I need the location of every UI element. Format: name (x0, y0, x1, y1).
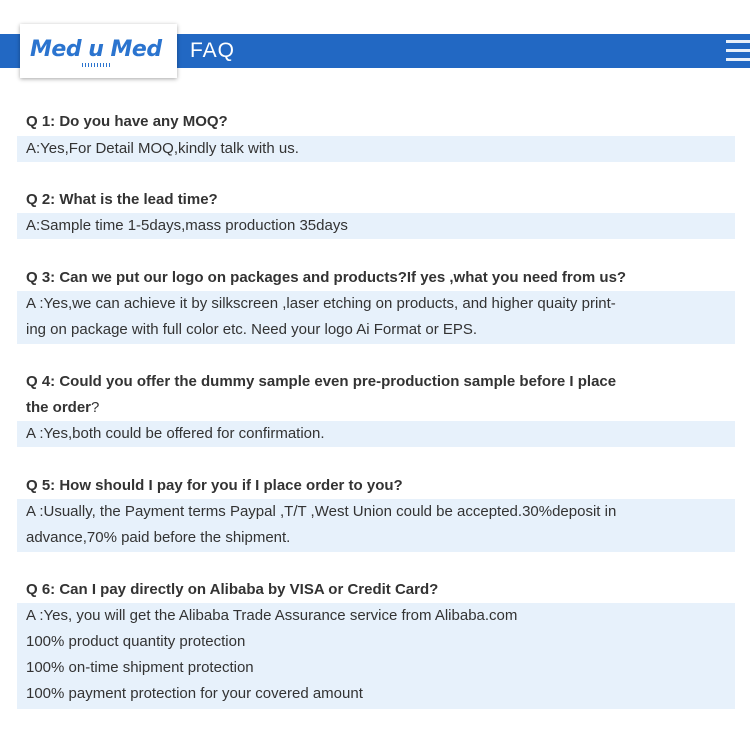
faq-answer-4 (17, 421, 735, 447)
faq-answer-line: advance,70% paid before the shipment. (26, 529, 291, 546)
faq-question-4 (26, 369, 741, 421)
logo-wordmark: Med u Med (30, 37, 162, 62)
faq-question-3: Q 3: Can we put our logo on packages and products?If yes ,what you need from us? (26, 269, 627, 286)
faq-answer-line: A :Yes,both could be offered for confirmation. (26, 425, 325, 442)
faq-answer-5 (17, 499, 735, 552)
logo-barcode-mark (82, 63, 112, 67)
faq-question-line: the order (26, 399, 92, 416)
faq-answer-line: ing on package with full color etc. Need your logo Ai Format or EPS. (26, 321, 478, 338)
faq-answer-line: 100% on-time shipment protection (26, 659, 254, 676)
faq-answer-1 (17, 136, 735, 162)
faq-answer-3 (17, 291, 735, 344)
faq-answer-line: A :Yes,we can achieve it by silkscreen ,laser etching on products, and higher quaity print- (26, 295, 616, 312)
faq-question-1: Q 1: Do you have any MOQ? (26, 113, 228, 130)
faq-answer-6 (17, 603, 735, 709)
faq-question-5: Q 5: How should I pay for you if I place order to you? (26, 477, 403, 494)
faq-answer-2 (17, 213, 735, 239)
faq-answer-line: 100% payment protection for your covered amount (26, 685, 363, 702)
brand-logo[interactable] (20, 24, 177, 78)
faq-question-6: Q 6: Can I pay directly on Alibaba by VISA or Credit Card? (26, 581, 439, 598)
faq-answer-line: A :Yes, you will get the Alibaba Trade Assurance service from Alibaba.com (26, 607, 518, 624)
faq-question-mark: ? (91, 399, 100, 416)
faq-answer-line: 100% product quantity protection (26, 633, 246, 650)
faq-answer-line: A:Yes,For Detail MOQ,kindly talk with us. (26, 140, 299, 157)
faq-answer-line: A :Usually, the Payment terms Paypal ,T/T ,West Union could be accepted.30%deposit in (26, 503, 617, 520)
faq-question-2: Q 2: What is the lead time? (26, 191, 218, 208)
page-title: FAQ (190, 39, 236, 62)
faq-question-line: Q 4: Could you offer the dummy sample even pre-production sample before I place (26, 373, 617, 390)
faq-answer-line: A:Sample time 1-5days,mass production 35days (26, 217, 348, 234)
